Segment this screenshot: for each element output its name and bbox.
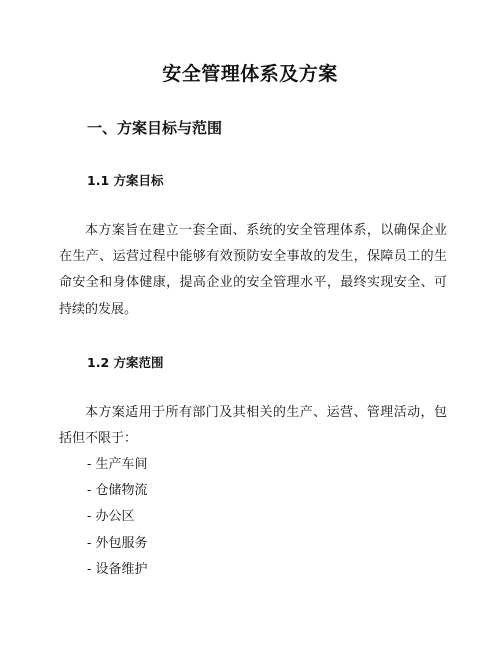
list-item: - 设备维护 (87, 561, 148, 577)
list-item: - 仓储物流 (87, 483, 148, 499)
section-heading: 一、方案目标与范围 (87, 119, 223, 137)
list-item: - 外包服务 (87, 535, 148, 551)
goal-paragraph: 本方案旨在建立一套全面、系统的安全管理体系，以确保企业在生产、运营过程中能够有效预防安全事故的发生，保障员工的生命安全和身体健康，提高企业的安全管理水平，最终实现安全、可持续的发展。 (59, 223, 447, 317)
list-item: - 办公区 (87, 509, 135, 525)
document-title: 安全管理体系及方案 (162, 63, 338, 85)
list-item: - 生产车间 (87, 457, 148, 472)
scope-list (87, 452, 148, 583)
scope-paragraph: 本方案适用于所有部门及其相关的生产、运营、管理活动，包括但不限于： (59, 405, 447, 447)
subsection-heading-goal: 1.1 方案目标 (87, 173, 164, 188)
subsection-heading-scope: 1.2 方案范围 (87, 355, 164, 370)
